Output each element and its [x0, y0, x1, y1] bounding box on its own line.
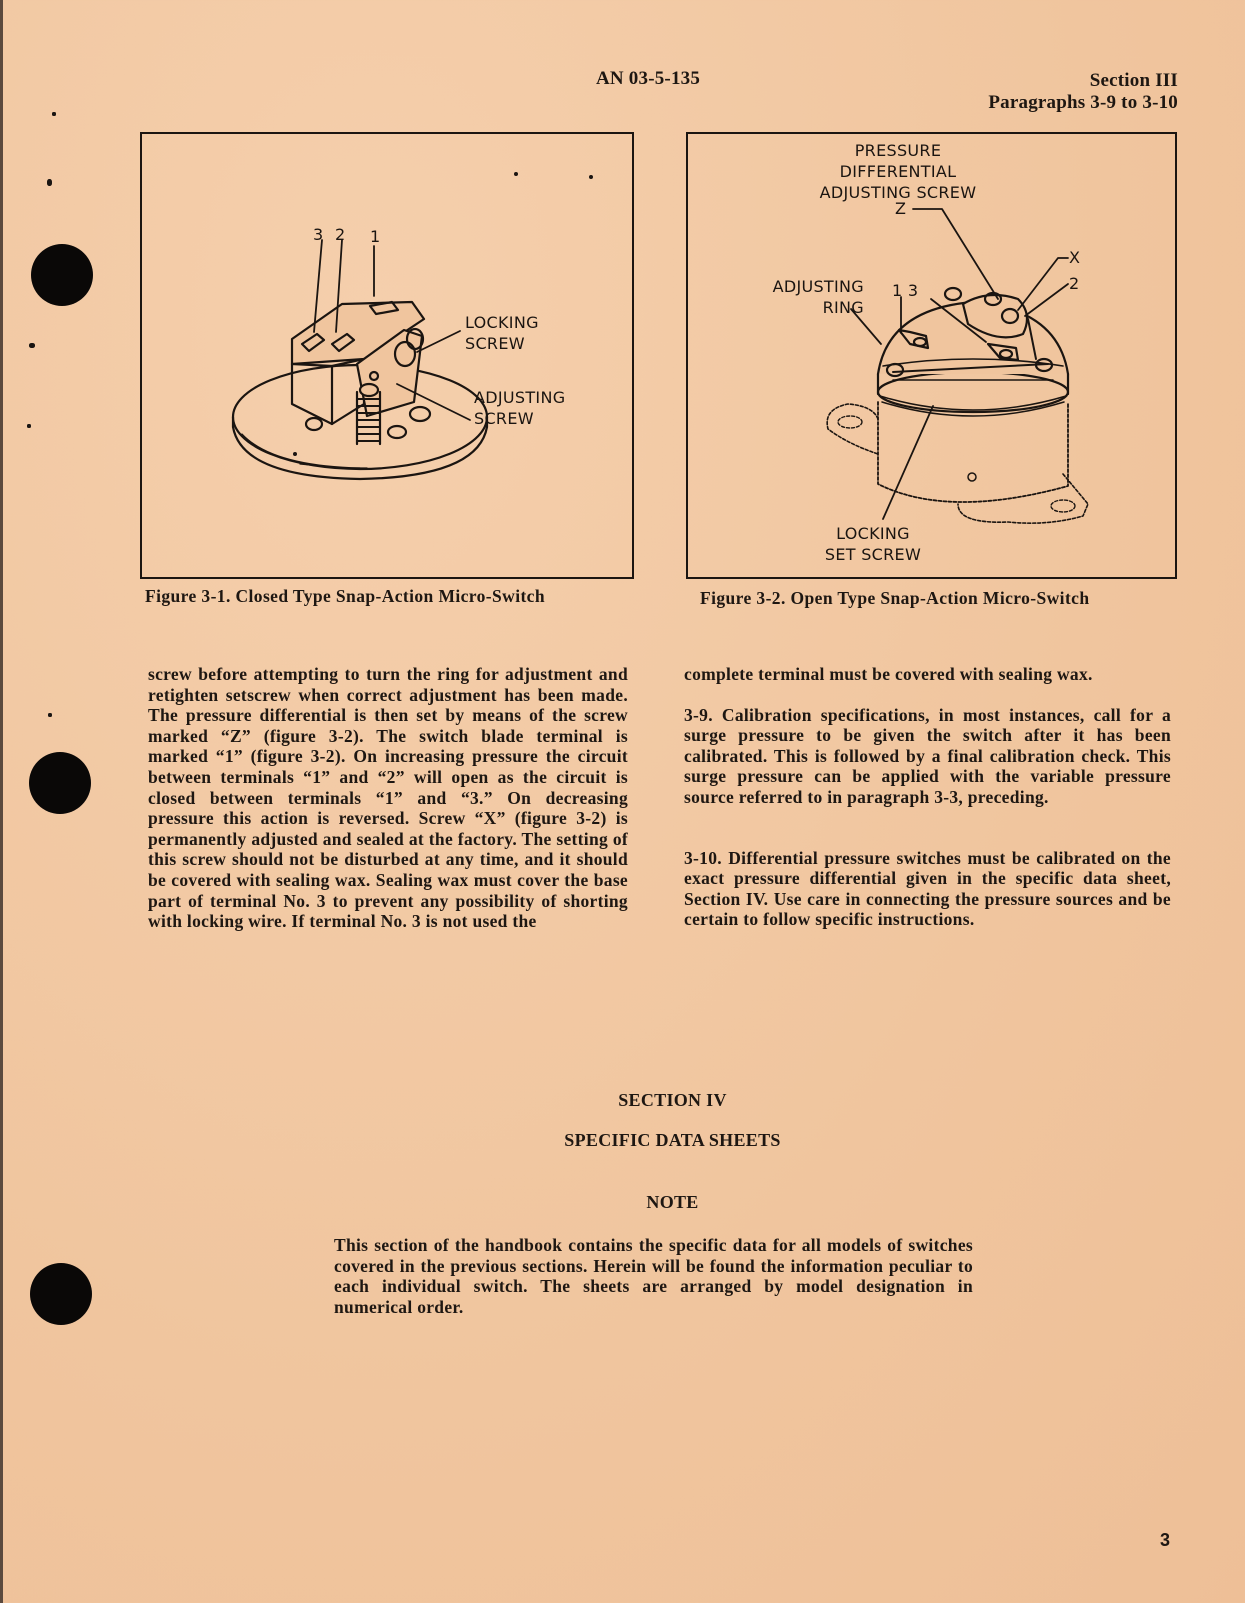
figure-3-2 — [686, 132, 1177, 579]
section-heading — [988, 70, 1178, 114]
figure-3-1-caption: Figure 3-1. Closed Type Snap-Action Micro-Switch — [145, 586, 545, 606]
figure-3-2-caption: Figure 3-2. Open Type Snap-Action Micro-Switch — [700, 588, 1090, 608]
terminals-1-3-label: 1 3 — [892, 281, 919, 300]
scan-speck — [29, 343, 35, 348]
adjusting-ring-label: ADJUSTING RING — [772, 277, 864, 317]
scan-speck — [52, 112, 56, 116]
note-heading: NOTE — [646, 1192, 699, 1212]
terminal-3-label: 3 — [313, 225, 324, 244]
right-column-text — [684, 664, 1171, 930]
z-label: Z — [895, 199, 907, 218]
left-column-text — [148, 664, 628, 932]
document-number: AN 03-5-135 — [596, 68, 701, 89]
section-iv-title: SECTION IV — [618, 1090, 727, 1110]
note-text: This section of the handbook contains the specific data for all models of switches covered in the previous sections. Herein will be found the information peculiar to each individual switch. The sheets are arranged by model designation in numerical order. — [334, 1235, 973, 1317]
paragraph-3-9: 3-9. Calibration specifications, in most instances, call for a surge pressure to be given the switch after it has been calibrated. This is followed by a final calibration check. This surge pressure can be applied with the variable pressure source referred to in paragraph 3-3, preceding. — [684, 704, 1171, 807]
adjusting-screw-label: ADJUSTING SCREW — [474, 388, 566, 428]
scan-speck — [47, 179, 52, 186]
punch-hole-bottom — [30, 1263, 92, 1325]
paragraph-3-10: 3-10. Differential pressure switches must be calibrated on the exact pressure differential given in the specific data sheet, Section IV. Use care in connecting the pressure sources and be certain to follow specific instructions. — [684, 847, 1171, 930]
figure-3-1 — [140, 132, 634, 579]
page-number: 3 — [1160, 1530, 1171, 1550]
x-label: X — [1069, 248, 1081, 267]
paragraph-continuation: complete terminal must be covered with sealing wax. — [684, 664, 1093, 684]
closed-switch-illustration — [142, 134, 632, 577]
locking-set-screw-label: LOCKING SET SCREW — [824, 524, 922, 564]
section-iv-subtitle: SPECIFIC DATA SHEETS — [564, 1130, 781, 1150]
locking-screw-label: LOCKING SCREW — [465, 313, 539, 353]
terminal-1-label: 1 — [370, 227, 381, 246]
scan-speck — [27, 424, 31, 428]
paragraph-range: Paragraphs 3-9 to 3-10 — [988, 92, 1178, 113]
terminal-2-label: 2 — [335, 225, 346, 244]
section-label: Section III — [1089, 70, 1178, 91]
punch-hole-middle — [29, 752, 91, 814]
scan-speck — [48, 713, 52, 717]
terminal-2-label: 2 — [1069, 274, 1080, 293]
paragraph-continued: screw before attempting to turn the ring for adjustment and retighten setscrew when correct adjustment has been made. The pressure differential is then set by means of the screw marked “Z” (figure 3-2). The switch blade terminal is marked “1” (figure 3-2). On increasing pressure the circuit between terminals “1” and “2” will open as the circuit is closed between terminals “1” and “3.” On decreasing pressure this action is reversed. Screw “X” (figure 3-2) is permanently adjusted and sealed at the factory. The setting of this screw should not be disturbed at any time, and it should be covered with sealing wax. Sealing wax must cover the base part of terminal No. 3 to prevent any possibility of shorting with locking wire. If terminal No. 3 is not used the — [148, 664, 628, 932]
punch-hole-top — [31, 244, 93, 306]
page-edge — [0, 0, 3, 1603]
pressure-differential-screw-label: PRESSURE DIFFERENTIAL ADJUSTING SCREW — [819, 141, 977, 202]
